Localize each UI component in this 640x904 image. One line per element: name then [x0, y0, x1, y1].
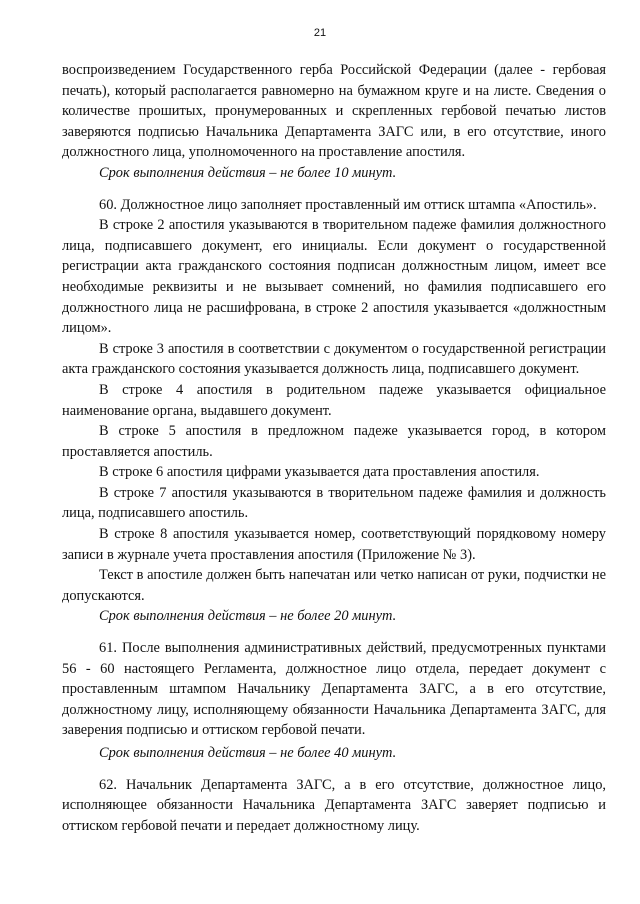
paragraph-line-8: В строке 8 апостиля указывается номер, соответствующий порядковому номеру записи в журнале учета проставления апостиля (Приложение № 3).	[62, 526, 606, 563]
paragraph-line-4: В строке 4 апостиля в родительном падеже указывается официальное наименование органа, выдавшего документ.	[62, 381, 606, 419]
document-body	[62, 60, 606, 836]
paragraph-line-6: В строке 6 апостиля цифрами указывается дата проставления апостиля.	[99, 464, 540, 481]
page-number: 21	[313, 27, 327, 39]
deadline-note: Срок выполнения действия – не более 40 минут.	[99, 745, 397, 761]
paragraph-62: 62. Начальник Департамента ЗАГС, а в его отсутствие, должностное лицо, исполняющее обязанности Начальника Департамента ЗАГС заверяет подписью и оттиском гербовой печати и передает должностному лицу.	[62, 776, 606, 834]
paragraph-line-7: В строке 7 апостиля указываются в творительном падеже фамилия и должность лица, подписавшего апостиль.	[62, 484, 606, 522]
paragraph-line-3: В строке 3 апостиля в соответствии с документом о государственной регистрации акта гражданского состояния указывается должность лица, подписавшего документ.	[62, 340, 606, 378]
deadline-note: Срок выполнения действия – не более 20 минут.	[99, 608, 397, 625]
deadline-note: Срок выполнения действия – не более 10 минут.	[99, 164, 397, 181]
paragraph-text-requirements: Текст в апостиле должен быть напечатан или четко написан от руки, подчистки не допускаются.	[62, 567, 606, 604]
paragraph-60: 60. Должностное лицо заполняет проставленный им оттиск штампа «Апостиль».	[99, 196, 597, 213]
paragraph-61: 61. После выполнения административных действий, предусмотренных пунктами 56 - 60 настоящего Регламента, должностное лицо отдела, передает документ с проставленным штампом Начальнику Департамента ЗАГС, а в его отсутствие, должностному лицу, исполняющему обязанности Начальника Департамента ЗАГС, для заверения подписью и оттиском гербовой печати.	[62, 640, 606, 739]
paragraph-line-2: В строке 2 апостиля указываются в творительном падеже фамилия должностного лица, подписавшего документ, его инициалы. Если документ о государственной регистрации акта гражданского состояния подписан должностным лицом, имеет все необходимые реквизиты и не вызывает сомнений, но фамилия подписавшего его должностного лица не расшифрована, в строке 2 апостиля указывается «должностным лицом».	[62, 217, 606, 337]
paragraph-continuation: воспроизведением Государственного герба Российской Федерации (далее - гербовая печать), который располагается равномерно на бумажном круге и на листе. Сведения о количестве прошитых, пронумерованных и скрепленных гербовой печатью листов заверяются подписью Начальника Департамента ЗАГС или, в его отсутствие, иного должностного лица, уполномоченного на проставление апостиля.	[62, 62, 606, 161]
paragraph-line-5: В строке 5 апостиля в предложном падеже указывается город, в котором проставляется апостиль.	[62, 423, 606, 460]
